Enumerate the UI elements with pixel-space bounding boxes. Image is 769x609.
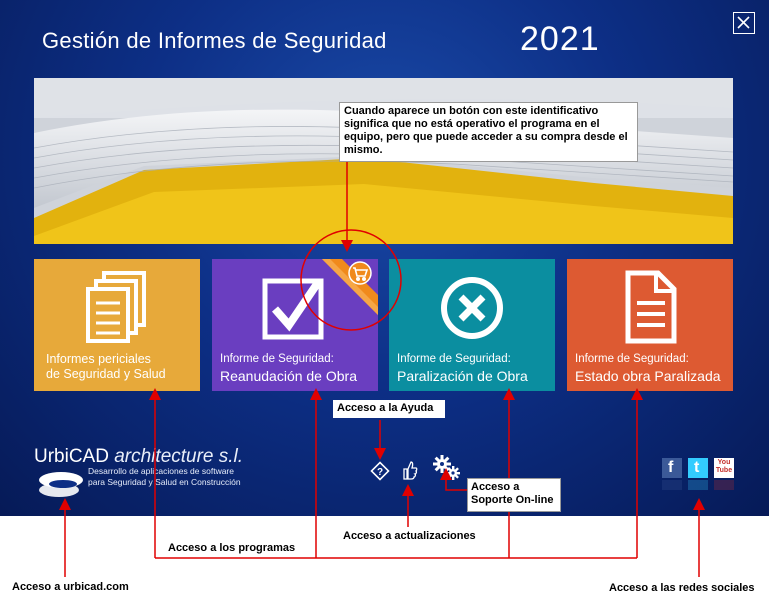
company-name-main: UrbiCAD: [34, 446, 109, 467]
company-description-line1: Desarrollo de aplicaciones de software: [88, 466, 234, 476]
tile-label-line2: Estado obra Paralizada: [575, 368, 721, 384]
annotation-help: [333, 400, 445, 418]
twitter-icon-label: t: [694, 459, 700, 476]
tooltip-callout: [339, 102, 638, 162]
company-name-accent: architecture s.l.: [114, 446, 244, 467]
annotation-programs: Acceso a los programas: [168, 542, 296, 554]
company-description-line2: para Seguridad y Salud en Construcción: [88, 477, 241, 487]
annotation-support: [467, 478, 561, 512]
support-arrow: [446, 474, 467, 490]
tile-label-line1: Informes periciales: [46, 352, 151, 366]
annotation-social: Acceso a las redes sociales: [609, 582, 755, 594]
tile-label-line2: Reanudación de Obra: [220, 368, 357, 384]
tile-label-line1: Informe de Seguridad:: [397, 353, 511, 365]
facebook-icon-label: f: [668, 459, 674, 476]
highlight-circle: [301, 230, 401, 330]
annotation-website: Acceso a urbicad.com: [12, 581, 129, 593]
tile-label-line1: Informe de Seguridad:: [575, 353, 689, 365]
youtube-icon-label: You Tube: [715, 459, 733, 474]
annotation-support-line1: Acceso a: [471, 481, 520, 493]
tile-label-line2: Paralización de Obra: [397, 368, 528, 384]
tile-label-line2: de Seguridad y Salud: [46, 367, 166, 381]
annotation-updates: Acceso a actualizaciones: [343, 530, 476, 542]
tooltip-text: Cuando aparece un botón con este identificativo significa que no está operativo el programa en el equipo, pero que puede acceder a su compra desde el mismo.: [344, 105, 628, 156]
app-title: Gestión de Informes de Seguridad: [42, 28, 387, 53]
tile-label-line1: Informe de Seguridad:: [220, 353, 334, 365]
svg-text:?: ?: [376, 467, 384, 478]
app-year: 2021: [520, 20, 600, 58]
annotation-support-line2: Soporte On-line: [471, 494, 554, 506]
annotation-help-text: Acceso a la Ayuda: [337, 402, 434, 414]
